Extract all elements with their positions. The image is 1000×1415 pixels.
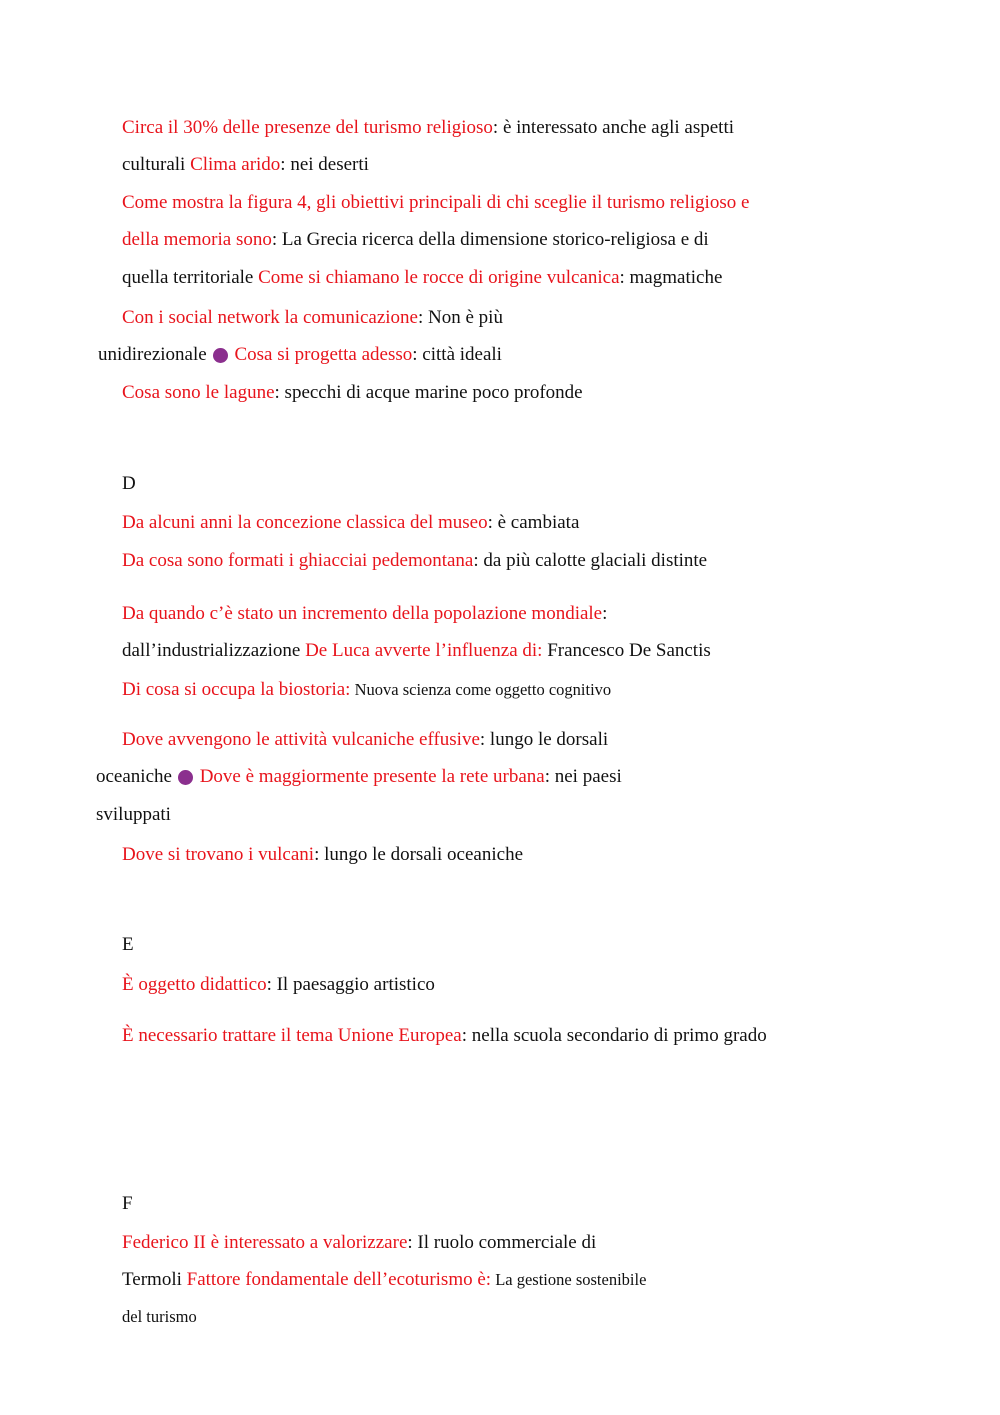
answer-text: : specchi di acque marine poco profonde [274, 382, 583, 403]
entry-line [122, 639, 711, 663]
answer-text: del turismo [122, 1307, 197, 1326]
entry-line [122, 843, 523, 867]
question-text: Circa il 30% delle presenze del turismo religioso [122, 117, 493, 138]
question-text: Cosa sono le lagune [122, 382, 275, 403]
answer-text: : nella scuola secondario di primo grado [461, 1025, 767, 1046]
answer-text: : Non è più [418, 307, 503, 328]
question-text: Dove si trovano i vulcani [122, 844, 315, 865]
answer-text: : Il ruolo commerciale di [407, 1232, 597, 1253]
answer-text: oceaniche [96, 766, 172, 787]
question-text: Fattore fondamentale dell’ecoturismo è: [186, 1269, 492, 1290]
answer-text: La gestione sostenibile [491, 1270, 647, 1289]
question-text: Cosa si progetta adesso [234, 344, 413, 365]
answer-text: : [602, 603, 608, 624]
answer-text: : magmatiche [619, 267, 723, 288]
answer-text: Francesco De Sanctis [542, 640, 711, 661]
entry-line [122, 1024, 767, 1048]
question-text: È necessario trattare il tema Unione Europea [122, 1025, 462, 1046]
entry-line [122, 228, 709, 252]
section-letter: E [122, 934, 134, 955]
question-text: Come si chiamano le rocce di origine vulcanica [258, 267, 620, 288]
entry-line [122, 381, 583, 405]
entry-line [122, 602, 607, 626]
bullet-dot-icon [178, 770, 193, 785]
entry-line [122, 266, 722, 290]
entry-line [122, 678, 611, 702]
answer-text: : nei deserti [280, 154, 369, 175]
entry-line [98, 343, 502, 367]
answer-text: : è cambiata [487, 512, 580, 533]
answer-text: : lungo le dorsali oceaniche [314, 844, 524, 865]
question-text: Con i social network la comunicazione [122, 307, 418, 328]
question-text: Come mostra la figura 4, gli obiettivi principali di chi sceglie il turismo religioso e [122, 192, 750, 213]
answer-text: : città ideali [412, 344, 502, 365]
question-text: Federico II è interessato a valorizzare [122, 1232, 408, 1253]
answer-text: : lungo le dorsali [479, 729, 609, 750]
entry-line [122, 191, 749, 215]
answer-text: Termoli [122, 1269, 187, 1290]
question-text: della memoria sono [122, 229, 272, 250]
entry-line [122, 728, 608, 752]
answer-text: quella territoriale [122, 267, 259, 288]
question-text: Dove è maggiormente presente la rete urbana [199, 766, 545, 787]
answer-text: : nei paesi [544, 766, 622, 787]
question-text: De Luca avverte l’influenza di: [305, 640, 543, 661]
entry-line [96, 765, 622, 789]
question-text: Da alcuni anni la concezione classica del museo [122, 512, 488, 533]
entry-line [122, 1268, 646, 1292]
entry-line [122, 549, 707, 573]
bullet-dot-icon [213, 348, 228, 363]
section-letter: F [122, 1193, 133, 1214]
entry-line [122, 511, 579, 535]
question-text: Clima arido [190, 154, 281, 175]
question-text: Da cosa sono formati i ghiacciai pedemontana [122, 550, 474, 571]
entry-line [96, 803, 171, 827]
question-text: È oggetto didattico [122, 974, 267, 995]
answer-text: : è interessato anche agli aspetti [492, 117, 735, 138]
question-text: Dove avvengono le attività vulcaniche effusive [122, 729, 480, 750]
answer-text: Nuova scienza come oggetto cognitivo [350, 680, 612, 699]
answer-text: sviluppati [96, 804, 171, 825]
entry-line [122, 1231, 596, 1255]
question-text: Di cosa si occupa la biostoria: [122, 679, 351, 700]
answer-text: dall’industrializzazione [122, 640, 306, 661]
answer-text: : Il paesaggio artistico [266, 974, 435, 995]
entry-line [122, 306, 503, 330]
entry-line [122, 973, 435, 997]
section-letter: D [122, 473, 136, 494]
answer-text: culturali [122, 154, 191, 175]
entry-line [122, 116, 734, 140]
answer-text: : La Grecia ricerca della dimensione storico-religiosa e di [271, 229, 709, 250]
answer-text: unidirezionale [98, 344, 207, 365]
entry-line [122, 153, 369, 177]
question-text: Da quando c’è stato un incremento della popolazione mondiale [122, 603, 603, 624]
answer-text: : da più calotte glaciali distinte [473, 550, 708, 571]
